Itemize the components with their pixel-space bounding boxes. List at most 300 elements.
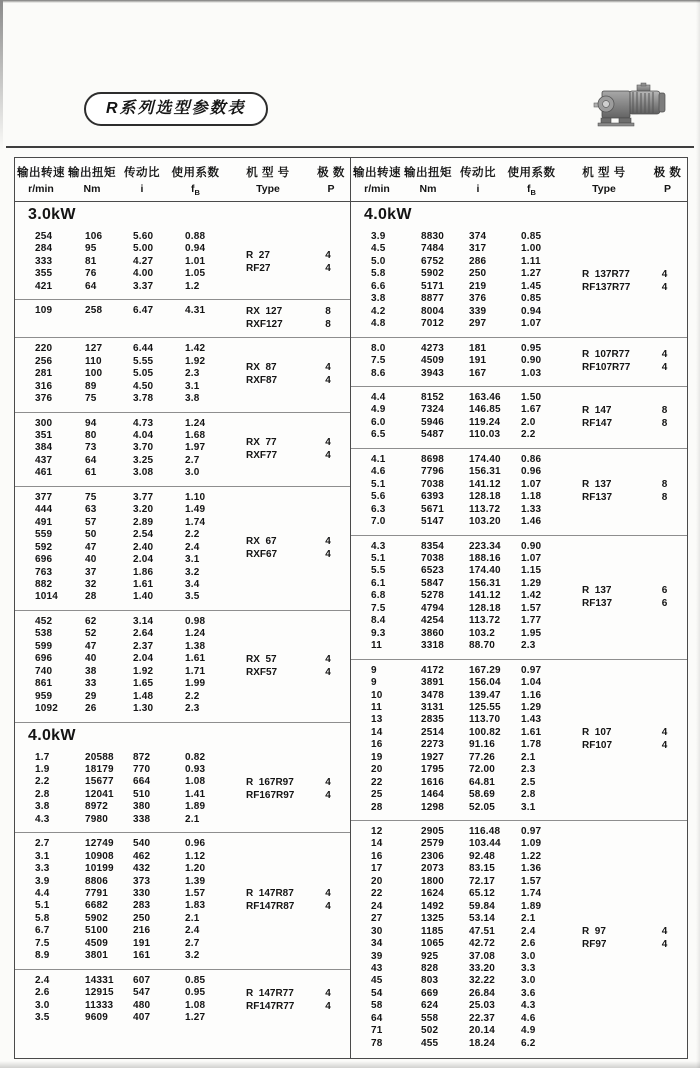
cell-service-factor: 1.41 [185,788,206,800]
table-row [351,963,560,975]
cell-output-torque: 8004 [421,305,445,317]
poles-cell [312,492,350,604]
type-label: RX 127 [246,306,283,318]
cell-service-factor: 1.77 [521,615,542,627]
cell-output-speed: 8.4 [371,615,386,627]
cell-output-speed: 28 [371,801,383,813]
table-row [15,950,224,962]
cell-output-speed: 45 [371,975,383,987]
header-cell [560,164,648,197]
cell-service-factor: 3.0 [185,467,200,479]
type-cell [560,454,648,529]
table-column-right [351,158,687,1058]
cell-output-torque: 7324 [421,404,445,416]
header-label: 极 数 [653,166,682,179]
cell-output-torque: 828 [421,963,439,975]
table-row [351,243,560,255]
cell-service-factor: 0.98 [185,615,206,627]
cell-service-factor: 1.89 [185,801,206,813]
table-row [15,256,224,268]
table-row [351,1038,560,1050]
cell-output-torque: 7038 [421,478,445,490]
cell-service-factor: 3.5 [185,591,200,603]
cell-service-factor: 3.3 [521,963,536,975]
table-row [15,231,224,243]
cell-output-torque: 1298 [421,801,445,813]
cell-service-factor: 1.95 [521,627,542,639]
cell-output-speed: 2.6 [35,987,50,999]
table-column-left [15,158,351,1058]
cell-ratio: 286 [469,255,487,267]
cell-output-speed: 14 [371,726,383,738]
poles-value: 4 [325,449,331,461]
cell-ratio: 339 [469,305,487,317]
header-unit-subscript: B [530,188,536,198]
cell-output-speed: 17 [371,863,383,875]
cell-ratio: 103.44 [469,838,501,850]
cell-output-speed: 3.1 [35,850,50,862]
cell-ratio: 47.51 [469,925,496,937]
cell-service-factor: 0.97 [521,826,542,838]
cell-output-speed: 220 [35,343,53,355]
type-cell [560,343,648,380]
cell-output-torque: 50 [85,529,97,541]
cell-ratio: 188.16 [469,552,501,564]
cell-service-factor: 2.2 [185,690,200,702]
cell-output-torque: 8698 [421,453,445,465]
cell-service-factor: 1.74 [521,888,542,900]
group-rows [351,826,560,1050]
cell-service-factor: 1.07 [521,552,542,564]
cell-ratio: 83.15 [469,863,496,875]
cell-ratio: 64.81 [469,776,496,788]
table-row [15,987,224,999]
cell-service-factor: 3.1 [185,554,200,566]
type-label: R 137 [582,584,612,596]
table-row [15,838,224,850]
cell-ratio: 376 [469,293,487,305]
cell-output-torque: 106 [85,231,103,242]
poles-value: 4 [661,740,668,752]
cell-service-factor: 3.6 [521,987,536,999]
table-row [15,529,224,541]
cell-service-factor: 1.27 [185,1012,206,1024]
cell-output-torque: 7980 [85,813,109,825]
cell-service-factor: 1.24 [185,417,206,429]
cell-service-factor: 1.27 [521,268,542,280]
cell-output-speed: 592 [35,541,53,553]
cell-ratio: 3.70 [133,442,154,454]
poles-value: 8 [661,404,668,416]
cell-service-factor: 0.96 [521,466,542,478]
cell-ratio: 664 [133,776,151,788]
poles-cell [648,231,687,331]
cell-ratio: 181 [469,342,487,354]
cell-output-torque: 3860 [421,627,445,639]
cell-ratio: 1.61 [133,578,154,590]
cell-ratio: 119.24 [469,416,501,428]
cell-ratio: 1.40 [133,591,154,603]
type-label: R 147R87 [246,888,294,900]
poles-value: 8 [661,479,668,491]
type-label: RF137 [582,492,613,504]
table-row [351,231,560,243]
table-row [15,368,224,380]
group-rows [351,665,560,814]
poles-value: 4 [325,535,331,547]
table-row [15,243,224,255]
table-row [15,703,224,715]
table-row [351,764,560,776]
table-row [351,466,560,478]
model-group [15,486,350,610]
model-group [351,820,687,1056]
cell-service-factor: 1.33 [521,503,542,515]
cell-ratio: 2.40 [133,541,154,553]
table-row [15,467,224,479]
type-cell [224,975,312,1025]
cell-ratio: 2.37 [133,640,154,652]
header-cell [503,164,560,197]
cell-output-speed: 3.5 [35,1012,50,1024]
cell-ratio: 72.00 [469,764,496,776]
cell-output-speed: 384 [35,442,53,454]
table-row [351,1013,560,1025]
cell-ratio: 174.40 [469,453,501,465]
table-row [15,678,224,690]
cell-output-speed: 559 [35,529,53,541]
cell-output-torque: 61 [85,467,97,479]
cell-output-speed: 861 [35,678,53,690]
cell-output-speed: 58 [371,1000,383,1012]
cell-service-factor: 1.20 [185,863,206,875]
cell-ratio: 59.84 [469,900,496,912]
cell-output-torque: 2073 [421,863,445,875]
cell-ratio: 250 [469,268,487,280]
cell-output-torque: 4254 [421,615,445,627]
cell-service-factor: 0.95 [521,342,542,354]
cell-service-factor: 1.83 [185,900,206,912]
cell-output-speed: 4.1 [371,453,386,465]
header-label: 极 数 [317,166,345,179]
cell-output-torque: 1795 [421,764,445,776]
table-row [15,666,224,678]
cell-output-torque: 76 [85,268,97,280]
cell-output-torque: 2306 [421,850,445,862]
type-label: RF137R77 [582,281,631,293]
table-row [15,418,224,430]
cell-service-factor: 1.04 [521,677,542,689]
cell-output-speed: 2.2 [35,776,50,788]
group-rows [15,752,224,827]
poles-value: 8 [325,319,331,331]
power-rating-label: 3.0kW [28,206,76,223]
cell-service-factor: 1.42 [521,590,542,602]
cell-output-torque: 5100 [85,925,109,937]
cell-output-torque: 2273 [421,739,445,751]
cell-service-factor: 1.10 [185,491,206,503]
group-rows [351,392,560,442]
group-rows [351,454,560,529]
cell-service-factor: 1.92 [185,355,206,367]
cell-ratio: 156.04 [469,677,501,689]
poles-value: 4 [325,789,331,801]
cell-ratio: 5.00 [133,243,154,255]
cell-output-speed: 7.0 [371,516,386,528]
cell-ratio: 4.04 [133,429,154,441]
cell-ratio: 6.47 [133,305,154,317]
cell-ratio: 156.31 [469,466,501,478]
cell-output-torque: 4794 [421,602,445,614]
cell-ratio: 540 [133,838,151,850]
table-row [15,628,224,640]
table-row [15,851,224,863]
cell-service-factor: 1.00 [521,243,542,255]
type-label: RF107 [582,740,613,752]
cell-output-speed: 16 [371,850,383,862]
cell-output-torque: 47 [85,640,97,652]
cell-output-speed: 3.0 [35,999,50,1011]
table-row [351,789,560,801]
table-row [351,590,560,602]
cell-output-speed: 763 [35,566,53,578]
cell-output-speed: 4.3 [371,540,386,552]
table-row [15,356,224,368]
cell-output-torque: 1065 [421,938,445,950]
header-label: 传动比 [460,166,496,179]
header-cell [351,164,403,197]
cell-output-speed: 39 [371,950,383,962]
cell-output-speed: 3.8 [371,293,386,305]
cell-ratio: 770 [133,763,151,775]
cell-ratio: 161 [133,950,151,962]
cell-service-factor: 1.61 [521,726,542,738]
group-rows [15,343,224,405]
power-section [15,202,350,722]
cell-ratio: 110.03 [469,429,501,441]
type-label: R 107R77 [582,349,630,361]
poles-cell [312,305,350,331]
cell-ratio: 6.44 [133,343,154,355]
poles-cell [648,541,687,653]
cell-output-torque: 2835 [421,714,445,726]
cell-output-torque: 127 [85,343,103,355]
header-unit: r/min [28,182,54,195]
cell-service-factor: 3.1 [521,801,536,813]
table-row [351,516,560,528]
cell-service-factor: 1.74 [185,516,206,528]
cell-service-factor: 2.4 [185,541,200,553]
poles-cell [312,616,350,716]
cell-output-speed: 24 [371,900,383,912]
cell-output-speed: 54 [371,987,383,999]
cell-output-torque: 1492 [421,900,445,912]
type-cell [224,838,312,963]
group-rows [15,838,224,963]
header-cell [224,164,312,197]
cell-output-torque: 110 [85,355,102,367]
cell-output-torque: 3478 [421,689,445,701]
cell-ratio: 18.24 [469,1037,496,1049]
cell-ratio: 5.60 [133,231,154,242]
group-rows [15,492,224,604]
header-unit: i [140,182,144,195]
cell-service-factor: 2.4 [185,925,200,937]
poles-value: 4 [661,727,668,739]
cell-ratio: 146.85 [469,404,501,416]
cell-output-speed: 4.6 [371,466,386,478]
cell-ratio: 4.27 [133,255,154,267]
cell-service-factor: 1.24 [185,628,206,640]
cell-output-speed: 14 [371,838,383,850]
cell-output-torque: 6682 [85,900,109,912]
table-row [351,752,560,764]
header-unit: Type [256,182,280,195]
type-label: RX 87 [246,362,277,374]
type-cell [224,752,312,827]
cell-output-speed: 10 [371,689,383,701]
cell-output-speed: 5.1 [371,478,386,490]
model-group [15,832,350,969]
type-label: RX 77 [246,436,277,448]
poles-value: 4 [325,901,331,913]
table-row [15,776,224,788]
cell-output-speed: 34 [371,938,383,950]
table-row [351,901,560,913]
poles-cell [648,392,687,442]
cell-output-speed: 4.4 [371,391,386,403]
table-row [351,268,560,280]
cell-service-factor: 1.11 [521,255,541,267]
table-row [351,318,560,330]
cell-ratio: 216 [133,925,151,937]
cell-output-torque: 8152 [421,391,445,403]
header-cell [117,164,167,197]
cell-output-torque: 4509 [85,937,109,949]
cell-ratio: 139.47 [469,689,501,701]
table-row [15,492,224,504]
cell-service-factor: 3.2 [185,950,200,962]
cell-output-torque: 8972 [85,801,109,813]
table-row [15,393,224,405]
model-group [351,226,687,337]
cell-ratio: 167.29 [469,664,501,676]
cell-output-torque: 4273 [421,342,445,354]
cell-service-factor: 6.2 [521,1037,536,1049]
cell-output-torque: 10199 [85,863,114,875]
cell-ratio: 283 [133,900,151,912]
table-row [15,938,224,950]
cell-ratio: 163.46 [469,391,501,403]
cell-service-factor: 1.18 [521,491,542,503]
header-unit: $f_B$ [527,182,536,198]
power-rating-label: 4.0kW [28,726,76,744]
cell-ratio: 65.12 [469,888,496,900]
cell-service-factor: 2.1 [521,751,536,763]
cell-output-torque: 62 [85,615,97,627]
cell-ratio: 432 [133,863,151,875]
type-cell [224,231,312,293]
cell-output-torque: 75 [85,491,97,503]
table-row [15,504,224,516]
cell-output-torque: 7484 [421,243,445,255]
cell-output-torque: 32 [85,578,97,590]
type-cell [560,231,648,331]
cell-output-speed: 6.1 [371,577,386,589]
type-cell [224,418,312,480]
model-group [351,337,687,386]
table-row [351,578,560,590]
cell-output-speed: 5.0 [371,255,386,267]
type-label: RF27 [246,263,271,275]
cell-output-torque: 9609 [85,1012,109,1024]
table-row [15,801,224,813]
table-row [351,777,560,789]
poles-value: 8 [661,492,668,504]
cell-service-factor: 3.0 [521,950,536,962]
table-row [351,306,560,318]
cell-output-speed: 421 [35,280,53,292]
type-label: RX 67 [246,535,277,547]
cell-output-speed: 538 [35,628,53,640]
table-row [15,814,224,826]
cell-output-speed: 461 [35,467,53,479]
cell-output-torque: 5671 [421,503,445,515]
table-row [15,900,224,912]
cell-service-factor: 2.8 [521,789,536,801]
cell-ratio: 113.72 [469,503,501,515]
cell-output-torque: 2579 [421,838,445,850]
type-label: RF107R77 [582,362,631,374]
cell-output-speed: 3.3 [35,863,50,875]
table-row [351,640,560,652]
model-group [15,299,350,337]
cell-ratio: 4.73 [133,417,154,429]
group-rows [15,231,224,293]
power-section [15,722,350,1031]
cell-ratio: 1.65 [133,678,154,690]
cell-service-factor: 1.97 [185,442,206,454]
header-unit-subscript: B [194,188,200,198]
header-cell [312,164,350,197]
cell-service-factor: 1.15 [521,565,542,577]
cell-output-speed: 4.2 [371,305,386,317]
group-rows [351,541,560,653]
model-group [15,969,350,1031]
cell-ratio: 52.05 [469,801,496,813]
type-label: R 107 [582,727,612,739]
cell-output-speed: 355 [35,268,53,280]
cell-output-speed: 882 [35,578,53,590]
cell-output-speed: 2.8 [35,788,50,800]
cell-ratio: 37.08 [469,950,496,962]
cell-output-torque: 1927 [421,751,445,763]
cell-output-speed: 333 [35,255,53,267]
cell-ratio: 141.12 [469,590,501,602]
cell-service-factor: 1.57 [521,875,542,887]
poles-value: 6 [661,584,668,596]
table-row [351,714,560,726]
cell-output-speed: 30 [371,925,383,937]
cell-ratio: 191 [133,937,151,949]
cell-output-speed: 6.7 [35,925,50,937]
poles-value: 4 [325,250,331,262]
poles-cell [648,826,687,1050]
table-row [351,281,560,293]
cell-ratio: 32.22 [469,975,496,987]
cell-ratio: 113.72 [469,615,501,627]
cell-output-torque: 89 [85,380,97,392]
